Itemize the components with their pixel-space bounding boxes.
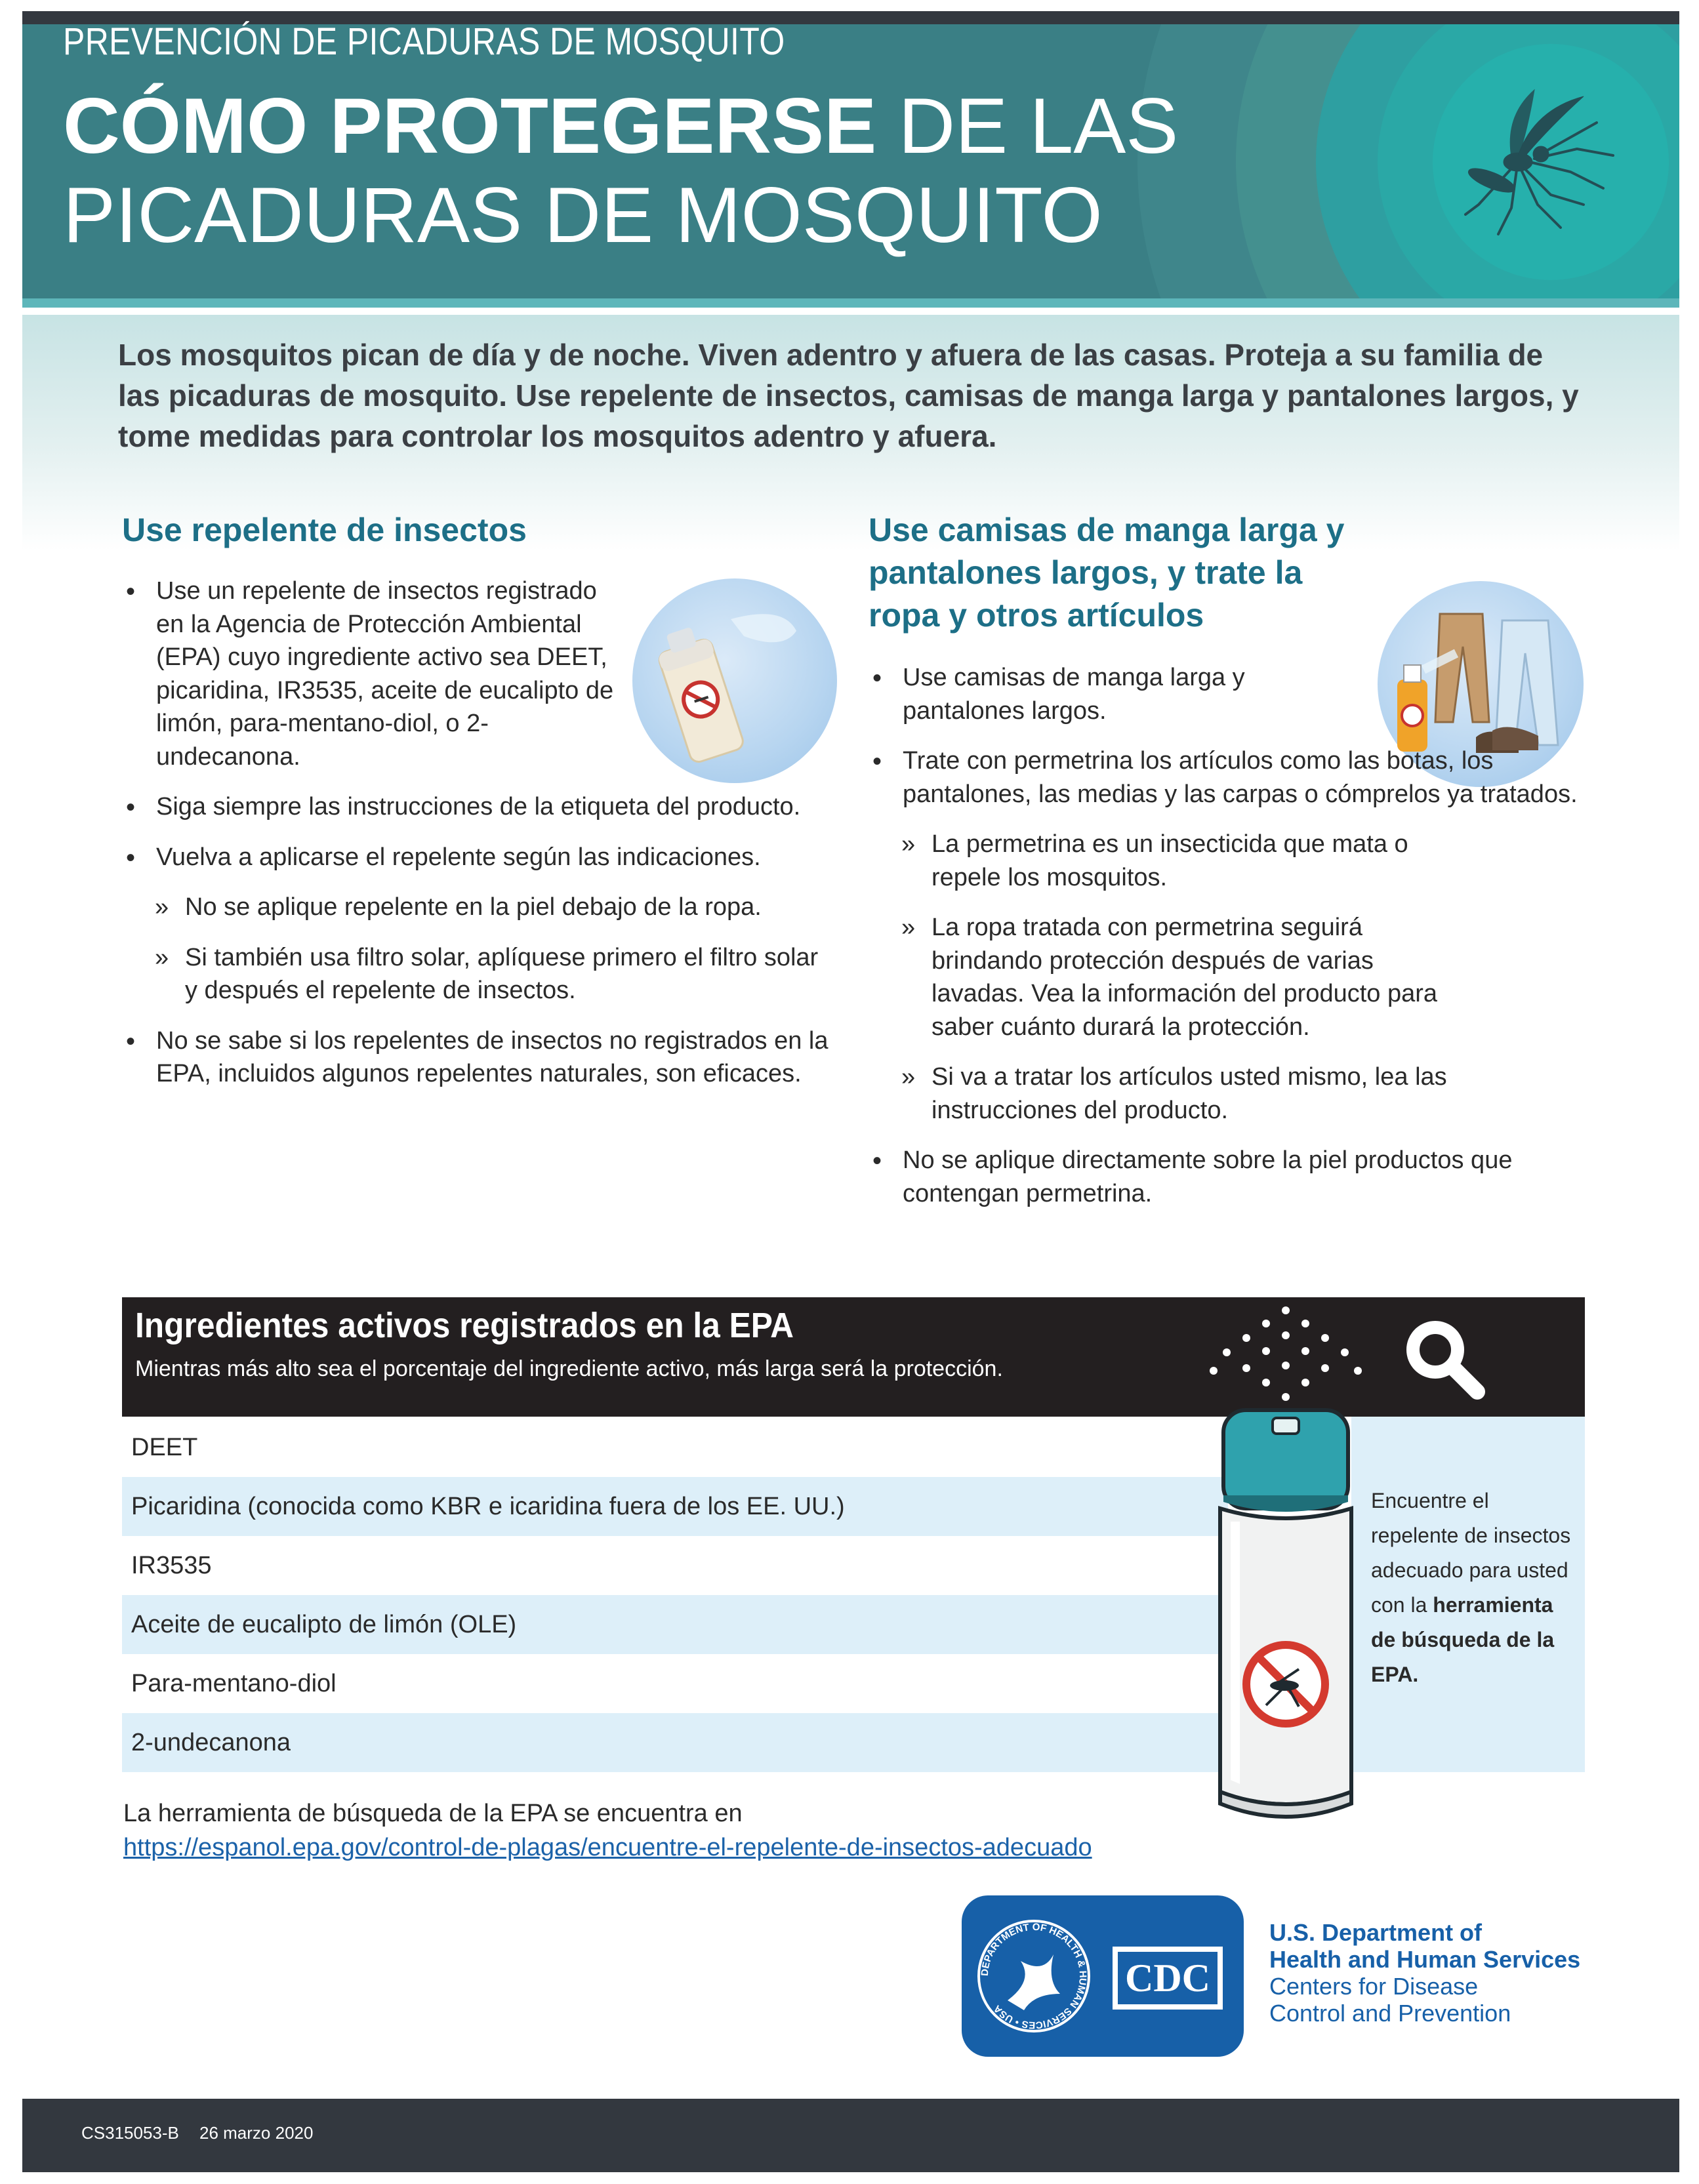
agency-line2: Health and Human Services xyxy=(1269,1946,1581,1973)
agency-line1: U.S. Department of xyxy=(1269,1919,1483,1946)
right-heading: Use camisas de manga larga y pantalones largos, y trate la ropa y otros artículos xyxy=(869,512,1345,634)
header-kicker: PREVENCIÓN DE PICADURAS DE MOSQUITO xyxy=(63,20,785,63)
spray-can-icon xyxy=(1200,1305,1371,1830)
left-bullets xyxy=(122,575,837,1108)
agency-name xyxy=(1269,1919,1580,2027)
seal-text: DEPARTMENT OF HEALTH & HUMAN SERVICES • USA xyxy=(979,1921,1089,2031)
epa-title: Ingredientes activos registrados en la EPA xyxy=(135,1306,794,1345)
side-text-plain: Encuentre el repelente de insectos adecuado para usted con la xyxy=(1371,1489,1571,1617)
agency-line4: Control and Prevention xyxy=(1269,2000,1511,2027)
title-rest: DE LAS xyxy=(876,82,1179,170)
right-bullets xyxy=(869,661,1584,1227)
list-subitem: » No se aplique repelente en la piel debajo de la ropa. xyxy=(122,891,837,924)
list-item: • No se sabe si los repelentes de insectos no registrados en la EPA, incluidos algunos repelentes naturales, son eficaces. xyxy=(122,1024,837,1091)
list-item: • Use camisas de manga larga y pantalones largos. xyxy=(869,661,1322,727)
table-row: Aceite de eucalipto de limón (OLE) xyxy=(122,1595,1228,1654)
agency-line3: Centers for Disease xyxy=(1269,1973,1479,2000)
mosquito-icon xyxy=(1420,64,1629,260)
left-heading: Use repelente de insectos xyxy=(122,512,527,548)
list-item: • Use un repelente de insectos registrado en la Agencia de Protección Ambiental (EPA) cuyo ingrediente activo sea DEET, picaridina, IR3535, aceite de eucalipto de limón, para-mentano-diol, o 2-undecanona. xyxy=(122,575,615,773)
table-row: Para-mentano-diol xyxy=(131,1670,337,1697)
side-text-bold: herramienta de búsqueda de la EPA. xyxy=(1371,1593,1555,1686)
tool-line: La herramienta de búsqueda de la EPA se encuentra en xyxy=(123,1800,743,1827)
list-subitem: » Si también usa filtro solar, aplíquese primero el filtro solar y después el repelente de insectos. xyxy=(122,941,837,1007)
page-title xyxy=(63,82,1179,170)
epa-subtitle: Mientras más alto sea el porcentaje del ingrediente activo, más larga será la protección. xyxy=(135,1356,1003,1381)
magnifier-icon xyxy=(1401,1316,1486,1401)
cdc-text: CDC xyxy=(1125,1956,1210,2000)
table-row: Picaridina (conocida como KBR e icaridina fuera de los EE. UU.) xyxy=(122,1477,1228,1536)
table-row: IR3535 xyxy=(131,1552,212,1579)
list-item: • No se aplique directamente sobre la piel productos que contengan permetrina. xyxy=(869,1144,1584,1210)
list-item: • Siga siempre las instrucciones de la etiqueta del producto. xyxy=(122,790,837,824)
list-item: • Vuelva a aplicarse el repelente según las indicaciones. xyxy=(122,841,837,874)
list-subitem: » La permetrina es un insecticida que mata o repele los mosquitos. xyxy=(869,828,1443,894)
tool-url-link[interactable]: https://espanol.epa.gov/control-de-plagas/encuentre-el-repelente-de-insectos-adecuado xyxy=(123,1834,1092,1861)
document-code: CS315053-B xyxy=(81,2123,179,2143)
table-row: DEET xyxy=(131,1434,198,1461)
title-bold: CÓMO PROTEGERSE xyxy=(63,82,877,170)
intro-text: Los mosquitos pican de día y de noche. Viven adentro y afuera de las casas. Proteja a su familia de las picaduras de mosquito. Use repelente de insectos, camisas de manga larga y pantalones largos, y tome medidas para controlar los mosquitos adentro y afuera. xyxy=(118,338,1579,454)
list-subitem: » La ropa tratada con permetrina seguirá brindando protección después de varias lavadas. Vea la información del producto para saber cuánto durará la protección. xyxy=(869,911,1469,1043)
side-text xyxy=(1371,1484,1574,1692)
page-title-line2: PICADURAS DE MOSQUITO xyxy=(63,171,1103,259)
table-row: 2-undecanona xyxy=(122,1713,1228,1772)
list-item: • Trate con permetrina los artículos como las botas, los pantalones, las medias y las carpas o cómprelos ya tratados. xyxy=(869,744,1584,811)
hhs-cdc-logo xyxy=(962,1895,1244,2057)
document-date: 26 marzo 2020 xyxy=(199,2123,314,2143)
list-subitem: » Si va a tratar los artículos usted mismo, lea las instrucciones del producto. xyxy=(869,1061,1469,1127)
